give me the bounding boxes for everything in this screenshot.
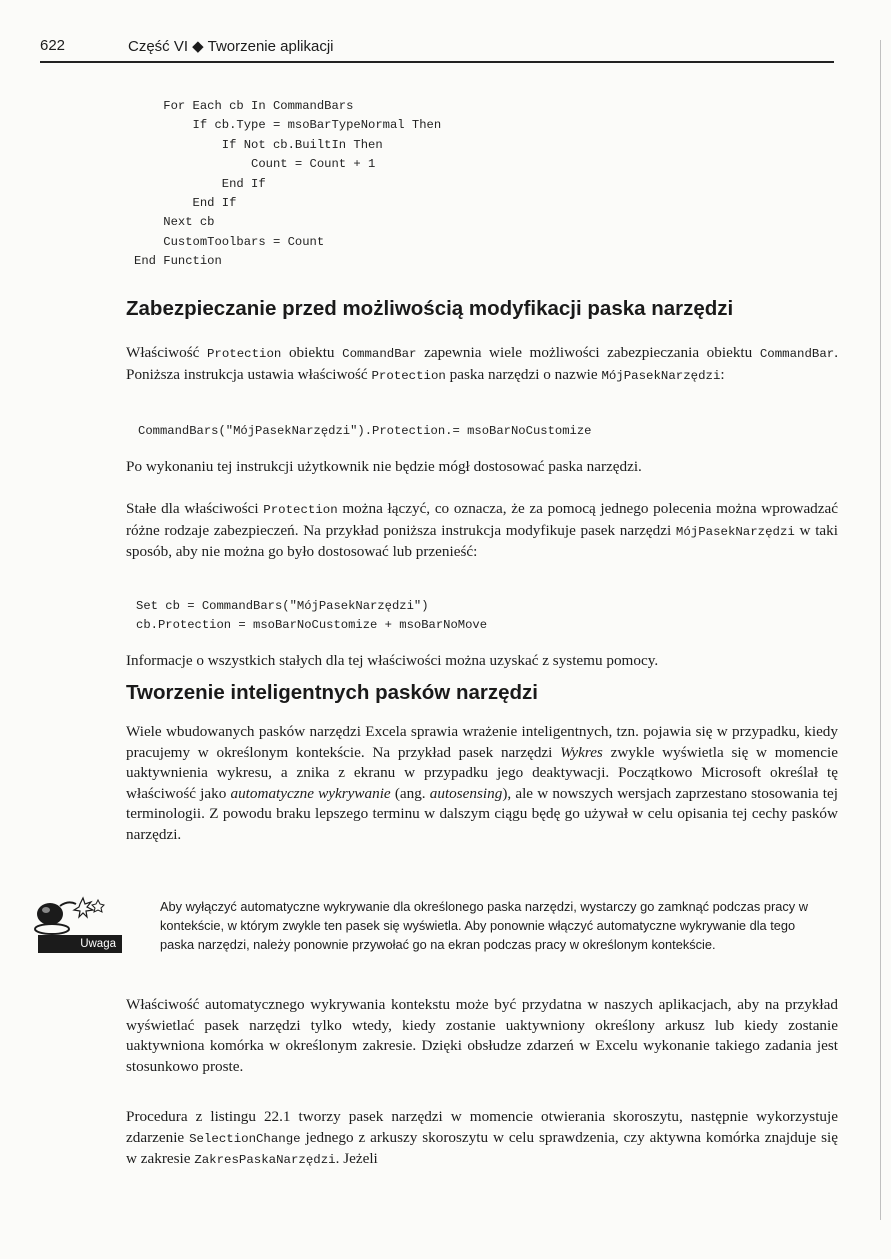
note-label: Uwaga (38, 935, 122, 953)
header-rule (40, 61, 834, 63)
inline-code: Protection (371, 368, 446, 383)
paragraph-after-instruction: Po wykonaniu tej instrukcji użytkownik nie będzie mógł dostosować paska narzędzi. (126, 458, 642, 475)
inline-code: CommandBar (759, 347, 835, 361)
inline-code: ZakresPaskaNarzędzi (194, 1153, 336, 1168)
section-heading-protection: Zabezpieczanie przed możliwością modyfikacji paska narzędzi (126, 297, 734, 320)
page-edge-line (880, 40, 881, 1220)
paragraph-listing-procedure: Procedura z listingu 22.1 tworzy pasek narzędzi w momencie otwierania skoroszytu, następnie wykorzystuje zdarzenie SelectionChange jednego z arkuszy skoroszytu w celu sprawdzenia, czy aktywna komórka znajduje się w zakresie ZakresPaskaNarzędzi. Jeżeli (126, 1108, 838, 1168)
code-protection-combined: Set cb = CommandBars("MójPasekNarzędzi") cb.Protection = msoBarNoCustomize + msoBarNoMove (136, 599, 488, 633)
inline-code: MójPasekNarzędzi (601, 368, 721, 383)
paragraph-protection-intro: Właściwość Protection obiektu CommandBar zapewnia wiele możliwości zabezpieczania obiektu CommandBar. Poniższa instrukcja ustawia właściwość Protection paska narzędzi o nazwie MójPasekNarzędzi: (126, 344, 838, 383)
inline-code: Protection (263, 503, 338, 517)
paragraph-smart-toolbars: Wiele wbudowanych pasków narzędzi Excela sprawia wrażenie inteligentnych, tzn. pojawia się w przypadku, kiedy pracujemy w określonym kontekście. Na przykład pasek narzędzi Wykres zwykle wyświetla się w momencie uaktywnienia wykresu, a znika z ekranu w przypadku jego deaktywacji. Początkowo Microsoft określał tę właściwość jako automatyczne wykrywanie (ang. autosensing), ale w nowszych wersjach zaprzestano stosowania tej terminologii. Z powodu braku lepszego terminu w dalszym ciągu będę go używał w celu opisania tej cechy pasków narzędzi. (126, 723, 838, 843)
paragraph-context-detection: Właściwość automatycznego wykrywania kontekstu może być przydatna w naszych aplikacjach, aby na przykład wyświetlać pasek narzędzi tylko wtedy, kiedy zostanie uaktywniony określony arkusz lub kiedy zostanie uaktywniona komórka w określonym zakresie. Dzięki obsłudze zdarzeń w Excelu wykonanie takiego zadania jest stosunkowo proste. (126, 996, 838, 1075)
inline-code: MójPasekNarzędzi (675, 524, 795, 539)
running-header (40, 34, 840, 60)
paragraph-combining-constants: Stałe dla właściwości Protection można łączyć, co oznacza, że za pomocą jednego polecenia można wprowadzać różne rodzaje zabezpieczeń. Na przykład poniższa instrukcja modyfikuje pasek narzędzi MójPasekNarzędzi w taki sposób, aby nie można go było dostosować lub przenieść: (126, 500, 839, 561)
code-protection-single: CommandBars("MójPasekNarzędzi").Protection.= msoBarNoCustomize (138, 424, 592, 438)
running-title: Część VI ◆ Tworzenie aplikacji (128, 38, 334, 55)
note-text: Aby wyłączyć automatyczne wykrywanie dla określonego paska narzędzi, wystarczy go zamknąć podczas pracy w kontekście, w którym zwykle ten pasek się wyświetla. Aby ponownie włączyć automatyczne wykrywanie dla tego paska narzędzi, należy ponownie przywołać go na ekran podczas pracy w określonym kontekście. (160, 899, 808, 952)
inline-code: Protection (207, 347, 282, 361)
paragraph-help-info: Informacje o wszystkich stałych dla tej właściwości można uzyskać z systemu pomocy. (126, 652, 659, 669)
inline-code: SelectionChange (189, 1131, 301, 1146)
inline-code: CommandBar (342, 347, 417, 361)
code-listing-function-end: For Each cb In CommandBars If cb.Type = msoBarTypeNormal Then If Not cb.BuiltIn Then Count = Count + 1 End If End If Next cb CustomToolbars = Count End Function (134, 99, 442, 269)
page-number: 622 (40, 37, 66, 54)
section-heading-smart-toolbars: Tworzenie inteligentnych pasków narzędzi (126, 681, 538, 704)
